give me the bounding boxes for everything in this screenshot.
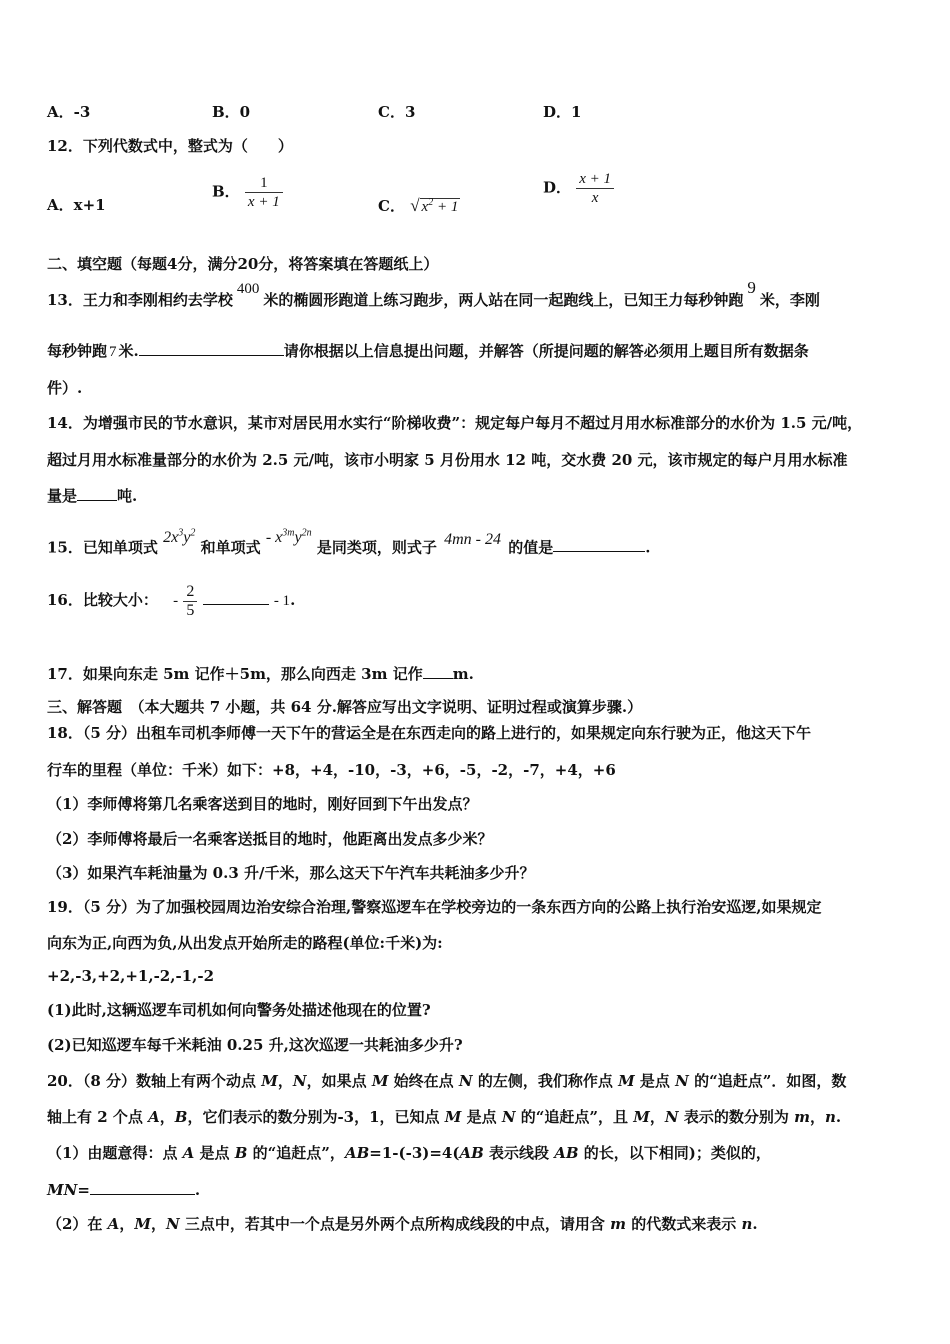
section-3-heading: 三、解答题 （本大题共 7 小题，共 64 分.解答应写出文字说明、证明过程或演算步骤.）	[47, 698, 643, 716]
q12-option-d	[543, 170, 614, 207]
fraction-numerator: 1	[245, 174, 283, 193]
q14-line-3: 量是 吨.	[47, 487, 138, 505]
fraction-denominator: x	[591, 190, 599, 206]
q13-number-9: 9	[747, 278, 756, 297]
q13-answer-blank[interactable]	[139, 341, 284, 356]
q11-option-c: C．3	[378, 103, 416, 121]
q18-line-1: 18．（5 分）出租车司机李师傅一天下午的营运全是在东西走向的路上进行的，如果规定向东行驶为正，他这天下午	[47, 724, 812, 742]
q11-option-b: B．0	[212, 103, 251, 121]
q12-option-b	[212, 174, 283, 211]
q17-line: 17．如果向东走 5m 记作＋5m，那么向西走 3m 记作 m.	[47, 665, 474, 683]
q19-line-2: 向东为正,向西为负,从出发点开始所走的路程(单位:千米)为:	[47, 934, 443, 952]
q15-monomial-2: - $x^{3m}y^{2n}$	[265, 528, 312, 547]
q12-option-c-label: C．	[378, 197, 405, 215]
sqrt-radicand: $x^2 + 1$	[421, 197, 459, 215]
q15-answer-blank[interactable]	[553, 537, 645, 552]
q18-part-1: （1）李师傅将第几名乘客送到目的地时，刚好回到下午出发点？	[47, 795, 478, 813]
fraction-numerator: 2	[183, 583, 197, 602]
q12-stem: 12．下列代数式中，整式为（ ）	[47, 137, 293, 155]
q12-option-b-fraction	[245, 174, 283, 211]
q16-minus-sign: -	[173, 593, 179, 609]
q12-option-d-fraction	[576, 170, 614, 207]
q13-number-7: 7	[109, 344, 117, 360]
q12-option-d-label: D．	[543, 178, 572, 197]
q11-option-a: A．-3	[47, 103, 91, 121]
q19-part-1: (1)此时,这辆巡逻车司机如何向警务处描述他现在的位置?	[47, 1001, 431, 1019]
q20-line-2: 轴上有 2 个点 A，B，它们表示的数分别为-3，1，已知点 M 是点 N 的“追赶点”，且 M，N 表示的数分别为 m，n.	[47, 1108, 842, 1126]
q15-monomial-1: $2x^3y^2$	[163, 528, 196, 547]
section-2-heading: 二、填空题（每题4分，满分20分，将答案填在答题纸上）	[47, 255, 439, 273]
q14-answer-blank[interactable]	[77, 486, 117, 501]
q20-line-3: （1）由题意得：点 A 是点 B 的“追赶点”，AB=1-(-3)=4(AB 表示线段 AB 的长，以下相同)；类似的，	[47, 1144, 771, 1162]
q13-line-2: 每秒钟跑 7 米. 请你根据以上信息提出问题，并解答（所提问题的解答必须用上题目所有数据条	[47, 342, 809, 360]
q13-line-3: 件）.	[47, 379, 83, 397]
fraction-denominator: x + 1	[247, 194, 280, 210]
fraction-denominator: 5	[186, 601, 195, 619]
q18-part-3: （3）如果汽车耗油量为 0.3 升/千米，那么这天下午汽车共耗油多少升？	[47, 864, 535, 882]
q11-option-d: D．1	[543, 103, 582, 121]
q12-option-c	[378, 193, 460, 217]
q16-line: 16．比较大小： - $\frac{2}{5}$ - 1.	[47, 578, 295, 621]
q14-line-2: 超过月用水标准量部分的水价为 2.5 元/吨，该市小明家 5 月份用水 12 吨，交水费 20 元，该市规定的每户月用水标准	[47, 451, 848, 469]
q16-answer-blank[interactable]	[203, 578, 269, 605]
q20-line-4: MN= .	[47, 1181, 201, 1199]
sqrt-symbol: √	[410, 196, 420, 215]
q18-line-2: 行车的里程（单位：千米）如下：+8，+4，-10，-3，+6，-5，-2，-7，+4，+6	[47, 761, 616, 779]
q12-option-b-label: B．	[212, 182, 240, 201]
q19-part-2: (2)已知巡逻车每千米耗油 0.25 升,这次巡逻一共耗油多少升?	[47, 1036, 463, 1054]
q20-line-5: （2）在 A，M，N 三点中，若其中一个点是另外两个点所构成线段的中点，请用含 m 的代数式来表示 n.	[47, 1215, 758, 1233]
q19-line-1: 19．（5 分）为了加强校园周边治安综合治理,警察巡逻车在学校旁边的一条东西方向的公路上执行治安巡逻,如果规定	[47, 898, 822, 916]
q18-part-2: （2）李师傅将最后一名乘客送抵目的地时，他距离出发点多少米？	[47, 830, 493, 848]
fraction-numerator: x + 1	[576, 170, 614, 189]
q13-line-1: 13．王力和李刚相约去学校400米的椭圆形跑道上练习跑步，两人站在同一起跑线上，已知王力每秒钟跑9米，李刚	[47, 278, 820, 309]
q19-line-3: +2,-3,+2,+1,-2,-1,-2	[47, 967, 214, 985]
q14-line-1: 14．为增强市民的节水意识，某市对居民用水实行“阶梯收费”：规定每户每月不超过月用水标准部分的水价为 1.5 元/吨，	[47, 414, 863, 432]
q12-option-a: A．x+1	[47, 196, 106, 214]
q16-fraction	[183, 583, 197, 620]
q13-number-400: 400	[236, 281, 260, 297]
q17-answer-blank[interactable]	[423, 664, 453, 679]
q20-line-1: 20．（8 分）数轴上有两个动点 M，N，如果点 M 始终在点 N 的左侧，我们称作点 M 是点 N 的“追赶点”．如图，数	[47, 1072, 847, 1090]
q16-right-value: - 1	[273, 593, 291, 609]
q15-line: 15．已知单项式 $2x^3y^2$ 和单项式 - $x^{3m}y^{2n}$ 是同类项，则式子 4mn - 24 的值是 .	[47, 528, 651, 557]
q20-mn-answer-blank[interactable]	[90, 1180, 195, 1195]
q15-expression: 4mn - 24	[444, 531, 501, 549]
